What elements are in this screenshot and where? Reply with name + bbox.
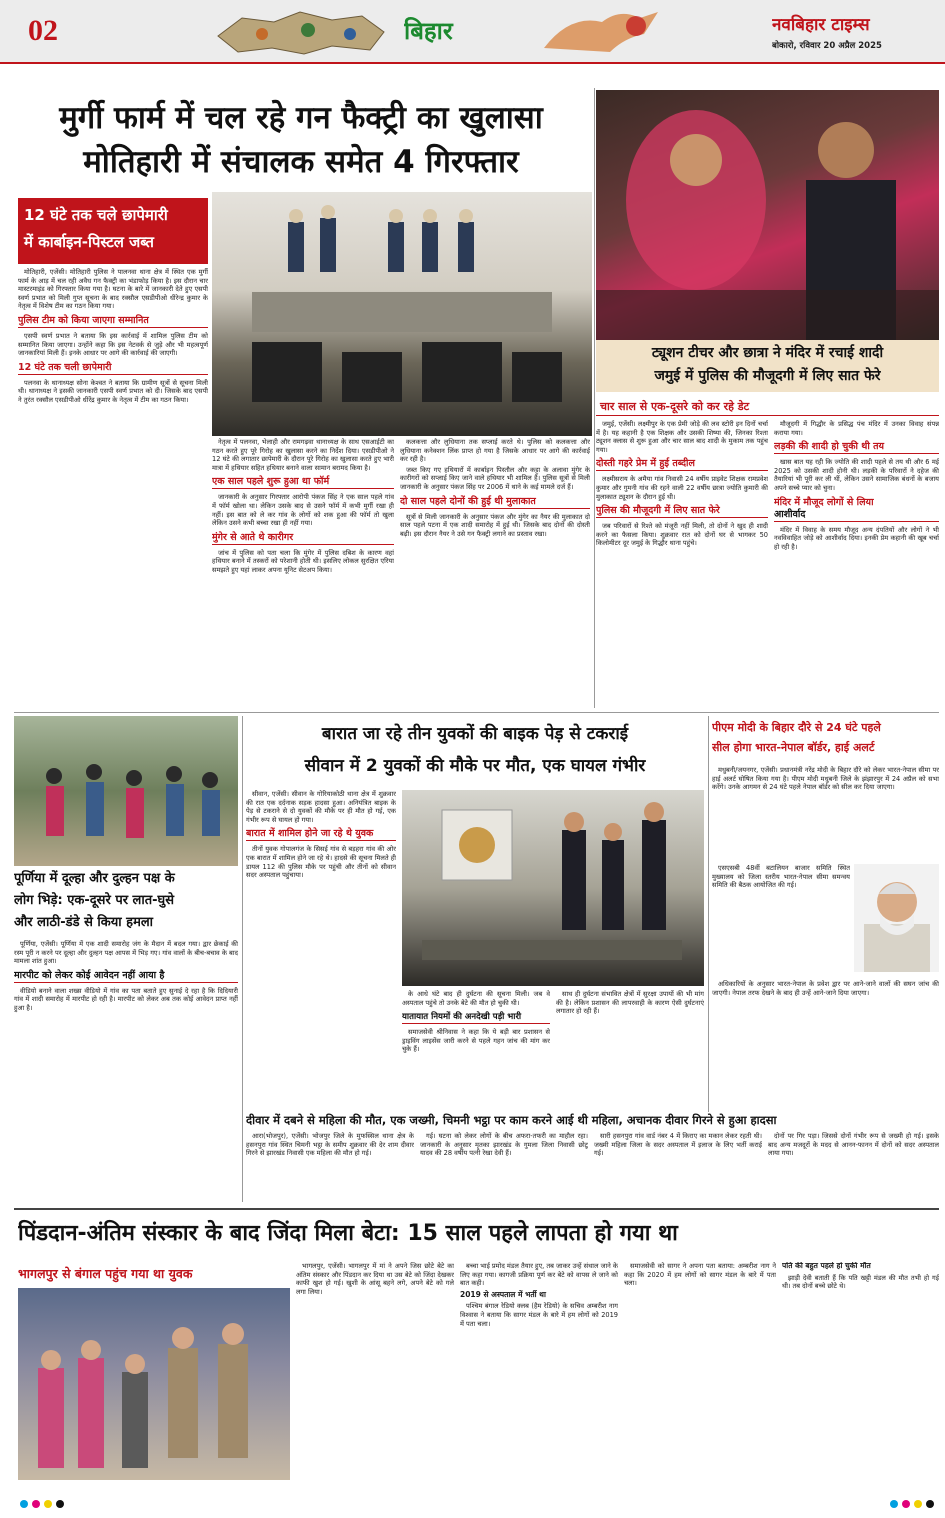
side-headline-line-2: जमुई में पुलिस की मौजूदगी में लिए सात फेरे (654, 368, 881, 384)
lead-kicker-line-1: 12 घंटे तक चले छापेमारी (24, 206, 168, 224)
purnia-headline-line-1: पूर्णिया में दूल्हा और दुल्हन पक्ष के (14, 871, 175, 886)
lead-col1-paragraph-3: पलनवा के थानाध्यक्ष सोना केश्वत ने बताया कि ग्रामीण सूत्रों से सूचना मिली थी। थानाध्यक्ष ने इसकी जानकारी एसपी स्वर्ण प्रभात को दी। जिसके बाद एसपी ने तुरंत रक्सौल एसडीपीओ धीरेंद्र कुमार के नेतृत्व में टीम का गठन किया। (18, 378, 208, 404)
lead-column-1 (18, 268, 208, 708)
siwan-headline-line-1: बारात जा रहे तीन युवकों की बाइक पेड़ से टकराई (321, 724, 629, 744)
side-story-headline (596, 340, 939, 392)
purnia-subhead-1: मारपीट को लेकर कोई आवेदन नहीं आया है (14, 970, 238, 983)
modi-photo (854, 864, 939, 972)
lead-kicker-line-2: में कार्बाइन-पिस्टल जब्त (24, 233, 154, 251)
side-col1-paragraph-1: जमुई, एजेंसी। लक्ष्मीपुर के एक प्रेमी जोड़े की लव स्टोरी इन दिनों चर्चा में है। यह कहानी है एक शिक्षक और उसकी शिष्या की, जिनका रिश्ता ट्यूशन क्लास से शुरू हुआ और चार साल बाद शादी के मुकाम तक पहुंच गया। (596, 420, 768, 454)
pind-paragraph-1: भागलपुर, एजेंसी। भागलपुर में मां ने अपने जिस छोटे बेटे का अंतिम संस्कार और पिंडदान कर दिया था उस बेटे को जिंदा देखकर काफी खुश हो गई। खुशी के आंसू बहने लगे, अपने बेटे को गले लगा लिया। (296, 1262, 454, 1296)
modi-paragraph-2: एसएसबी 48वीं बटालियन बाजार समिति स्थित मुख्यालय को जिला स्तरीय भारत-नेपाल सीमा समन्वय समिति की बैठक आयोजित की गई। (712, 864, 850, 890)
brand-name: नवबिहार टाइम्स (772, 15, 870, 34)
side-story-kicker: चार साल से एक-दूसरे को कर रहे डेट (596, 398, 939, 416)
siwan-column-3 (556, 990, 704, 1106)
lead-col1-subhead-1: पुलिस टीम को किया जाएगा सम्मानित (18, 315, 208, 328)
siwan-paragraph-3: के आधे घंटे बाद ही दुर्घटना की सूचना मिली। जब वे अस्पताल पहुंचे तो उनके बेटे की मौत हो चुकी थी। (402, 990, 550, 1007)
section-title: बिहार (404, 17, 453, 45)
side-col1-subhead-2: पुलिस की मौजूदगी में लिए सात फेरे (596, 505, 768, 518)
pind-column-1 (296, 1262, 454, 1484)
purnia-headline-line-2: लोग भिड़े: एक-दूसरे पर लात-घुसे (14, 893, 174, 908)
modi-body-1 (712, 766, 939, 862)
lead-col3-paragraph-1: कलकत्ता और लुधियाना तक सप्लाई करते थे। पुलिस को कलकत्ता और लुधियाना कनेक्शन लिंक प्राप्त हो गया है जिसके आधार पर आगे की कार्रवाई कर रही है। (400, 438, 590, 464)
wall-paragraph-3: सारी हसनपुरा गांव वार्ड नंबर 4 में किराए का मकान लेकर रहती थी। जख्मी महिला जिला के सदर अस्पताल में इलाज के लिए भर्ती कराई गई। (594, 1132, 762, 1158)
pind-subhead-1: 2019 से अस्पताल में भर्ती था (460, 1289, 546, 1299)
purnia-body (14, 940, 238, 1202)
lead-column-3 (400, 438, 590, 708)
dateline: बोकारो, रविवार 20 अप्रैल 2025 (772, 41, 882, 51)
pind-column-3 (624, 1262, 776, 1484)
side-col2-paragraph-1: मौजूदगी में गिद्धौर के प्रसिद्ध पंच मंदिर में उनका विवाह संपन्न कराया गया। (774, 420, 939, 437)
lead-headline-line-1: मुर्गी फार्म में चल रहे गन फैक्ट्री का खुलासा (59, 100, 543, 136)
page-number: 02 (28, 14, 58, 47)
side-col1-paragraph-2: लक्ष्मीसराय के अमैया गांव निवासी 24 वर्षीय प्राइवेट शिक्षक रामप्रवेश कुमार और गुमनी गांव की रहने वाली 22 वर्षीय छात्रा ज्योति कुमारी की मुलाकात ट्यूशन के दौरान हुई थी। (596, 475, 768, 501)
column-rule (594, 88, 595, 708)
lead-headline-line-2: मोतिहारी में संचालक समेत 4 गिरफ्तार (83, 144, 519, 180)
lead-kicker (18, 198, 208, 264)
lead-col3-paragraph-3: सूत्रों से मिली जानकारी के अनुसार पंकज और मुंगेर का नैयर की मुलाकात दो साल पहले पटना में एक शादी समारोह में हुई थी। जिसके बाद दोनों की दोस्ती बढ़ी। इस दौरान नैयर ने उसे गन फैक्ट्री लगाने का प्रस्ताव रखा। (400, 512, 590, 538)
pind-photo (18, 1288, 290, 1480)
lead-col3-paragraph-2: जब्त किए गए हथियारों में कार्बाइन पिस्तौल और कट्टा के अलावा मुंगेर के कारीगरों को सप्लाई किए जाने वाले हथियार भी शामिल हैं। पुलिस सूत्रों से मिली जानकारी के अनुसार पंकज सिंह पर 2006 में थाने के कई मामले दर्ज हैं। (400, 465, 590, 491)
purnia-photo (14, 716, 238, 866)
purnia-headline (14, 868, 238, 936)
lead-headline (14, 96, 588, 188)
modi-body-3 (712, 980, 939, 1108)
horizontal-rule (14, 1208, 939, 1210)
map-graphic (212, 6, 390, 58)
lead-col1-paragraph-2: एसपी स्वर्ण प्रभात ने बताया कि इस कार्रवाई में शामिल पुलिस टीम को सम्मानित किया जाएगा। उन्होंने कहा कि इस नेटवर्क से जुड़े और भी महत्वपूर्ण जानकारियां मिली हैं। इनके आधार पर आगे की कार्रवाई की जाएगी। (18, 331, 208, 358)
siwan-paragraph-1: सीवान, एजेंसी। सीवान के गोरियाकोठी थाना क्षेत्र में शुक्रवार की रात एक दर्दनाक सड़क हादसा हुआ। अनियंत्रित बाइक के पेड़ से टकराने से दो युवकों की मौके पर ही मौत हो गई, एक गंभीर रूप से घायल हो गया। (246, 790, 396, 824)
side-col1-paragraph-3: जब परिवारों से रिश्ते को मंजूरी नहीं मिली, तो दोनों ने खुद ही शादी करने का फैसला किया। शुक्रवार रात को दोनों घर से भागकर 50 किलोमीटर दूर जमुई के गिद्धौर थाना पहुंचे। (596, 522, 768, 548)
purnia-paragraph-2: वीडियो बनाने वाला शख्स वीडियो में गांव का पता बताते हुए सुनाई दे रहा है कि दिदियारी गांव में शादी समारोह में मारपीट हो रही है। मारपीट को लेकर अब तक कोई आवेदन प्राप्त नहीं हुआ है। (14, 986, 238, 1012)
modi-paragraph-1: मधुबनी/जयनगर, एजेंसी। प्रधानमंत्री नरेंद्र मोदी के बिहार दौरे को लेकर भारत-नेपाल सीमा पर हाई अलर्ट घोषित किया गया है। पीएम मोदी मधुबनी जिले के झंझारपुर में 24 अप्रैल को सभा करेंगे। उनके आगमन से 24 घंटे पहले नेपाल बॉर्डर को सील कर दिया जाएगा। (712, 766, 939, 792)
pind-paragraph-3: पश्चिम बंगाल रेडियो क्लब (हैम रेडियो) के सचिव अम्बरीश नाग विश्वास ने बताया कि सागर मंडल के बारे में हम लोगों को 2019 में पता चला। (460, 1302, 618, 1328)
wall-paragraph-4: दोनों पर गिर पड़ा। जिससे दोनों गंभीर रूप से जख्मी हो गई। इसके बाद अन्य मजदूरों के मदद से आनन-फानन में दोनों को सदर अस्पताल लाया गया। (768, 1132, 939, 1158)
wall-column-3 (594, 1132, 762, 1204)
lead-col2-paragraph-1: नेतृत्व में पलनवा, भेलाही और रामगढ़वा थानाध्यक्ष के साथ एसआईटी का गठन करते हुए पूरे गिरोह का खुलासा करने का निर्देश दिया। एसडीपीओ ने 12 घंटे की लगातार छापेमारी के दौरान पूरे गिरोह का खुलासा करते हुए भारी मात्रा में हथियार सहित हथियार बनाने वाला सामान बरामद किया है। (212, 438, 394, 472)
siwan-column-1 (246, 790, 396, 1106)
horizontal-rule (14, 712, 939, 713)
lead-col2-subhead-1: एक साल पहले शुरू हुआ था फॉर्म (212, 476, 394, 489)
modi-headline-line-1: पीएम मोदी के बिहार दौरे से 24 घंटे पहले (712, 721, 881, 734)
wall-headline: दीवार में दबने से महिला की मौत, एक जख्मी, चिमनी भट्ठा पर काम करने आई थी महिला, अचानक दीवार गिरने से हुआ हादसा (246, 1113, 777, 1127)
siwan-column-2 (402, 990, 550, 1106)
siwan-subhead-1: बारात में शामिल होने जा रहे थे युवक (246, 828, 396, 841)
lead-col2-paragraph-3: जांच में पुलिस को पता चला कि मुंगेर में पुलिस दबिश के कारण वहां हथियार बनाने में तस्करों को परेशानी होती थी। इसलिए लोकल सुरक्षित एरिया समझते हुए यहां लाकर अपना यूनिट सेटअप किया। (212, 548, 394, 574)
side-headline-line-1: ट्यूशन टीचर और छात्रा ने मंदिर में रचाई शादी (651, 345, 884, 361)
pind-column-2 (460, 1262, 618, 1484)
side-col2-subhead-2b: आशीर्वाद (774, 509, 939, 522)
lead-col3-subhead-1: दो साल पहले दोनों की हुई थी मुलाकात (400, 496, 590, 509)
side-col2-subhead-1: लड़की की शादी हो चुकी थी तय (774, 441, 939, 454)
siwan-subhead-2: यातायात नियमों की अनदेखी पड़ी भारी (402, 1011, 550, 1024)
modi-body-2 (712, 864, 850, 976)
side-column-2 (774, 420, 939, 710)
masthead-figure (540, 4, 662, 60)
registration-marks (14, 1496, 939, 1510)
wall-paragraph-1: आरा(भोजपुर), एजेंसी। भोजपुर जिले के मुफस्सिल थाना क्षेत्र के हसनपुरा गांव स्थित चिमनी भट्ठा के समीप शुक्रवार की देर शाम दीवार गिरने से झारखंड निवासी एक महिला की मौत हो गई। (246, 1132, 414, 1158)
pind-column-4 (782, 1262, 939, 1484)
side-col2-subhead-2: मंदिर में मौजूद लोगों से लिया (774, 496, 874, 508)
pind-paragraph-4: समाजसेवी को सागर ने अपना पता बताया: अम्बरीश नाग ने कहा कि 2020 में हम लोगों को सागर मंडल के बारे में पता चला। (624, 1262, 776, 1288)
modi-headline (712, 718, 939, 762)
column-rule (708, 716, 709, 1112)
pind-paragraph-5: झाड़ी देवी बताती हैं कि पति खट्टी मंडल की मौत तभी हो गई थी। तब दोनों बच्चे छोटे थे। (782, 1273, 939, 1291)
wall-paragraph-2: गई। घटना को लेकर लोगों के बीच अफरा-तफरी का माहौल रहा। जानकारी के अनुसार मृतका झारखंड के गुमला जिला निवासी छोटू यादव की 28 वर्षीय पत्नी रेखा देवी हैं। (420, 1132, 588, 1158)
lead-column-2 (212, 438, 394, 708)
wall-column-4 (768, 1132, 939, 1204)
masthead (0, 0, 945, 64)
lead-col1-subhead-2: 12 घंटे तक चली छापेमारी (18, 362, 208, 375)
pind-headline: पिंडदान-अंतिम संस्कार के बाद जिंदा मिला बेटा: 15 साल पहले लापता हो गया था (18, 1221, 678, 1246)
wall-column-1 (246, 1132, 414, 1204)
pind-paragraph-2: बच्चा भाई प्रमोद मंडल तैयार हुए, तब जाकर उन्हें संथाल जाने के लिए कहा गया। कागजी प्रक्रिया पूर्ण कर बेटे को वापस ले जाने को बात कही। (460, 1262, 618, 1288)
siwan-paragraph-5: साथ ही दुर्घटना संभावित क्षेत्रों में सुरक्षा उपायों की भी मांग की है। लेकिन प्रशासन की लापरवाही के कारण ऐसी दुर्घटनाएं लगातार हो रही हैं। (556, 990, 704, 1016)
siwan-paragraph-2: तीनों युवक गोपालगंज के सिसई गांव से बड़हरा गांव की ओर एक बारात में शामिल होने जा रहे थे। हादसे की सूचना मिलते ही डायल 112 की पुलिस मौके पर पहुंची और तीनों को सीवान सदर अस्पताल पहुंचाया। (246, 845, 396, 880)
pind-subhead-2: पति की बहुत पहले हो चुकी मौत (782, 1262, 871, 1270)
side-column-1 (596, 420, 768, 710)
lead-col1-paragraph-1: मोतिहारी, एजेंसी। मोतिहारी पुलिस ने पालनवा थाना क्षेत्र में स्थित एक मुर्गी फार्म के आड़ में चल रही अवैध गन फैक्ट्री का भंडाफोड़ किया है। इस दौरान चार मास्टरमाइंड को गिरफ्तार किया गया है। घटना के बारे में जानकारी देते हुए एसपी स्वर्ण प्रभात को मिली गुप्त सूचना के बाद रक्सौल एसडीपीओ धीरेन्द्र कुमार के नेतृत्व में विशेष टीम का गठन किया गया। (18, 268, 208, 311)
wall-column-2 (420, 1132, 588, 1204)
side-story-photo (596, 90, 939, 340)
pind-kicker: भागलपुर से बंगाल पहुंच गया था युवक (18, 1266, 193, 1281)
column-rule (242, 716, 243, 1202)
siwan-photo (402, 790, 704, 986)
modi-headline-line-2: सील होगा भारत-नेपाल बॉर्डर, हाई अलर्ट (712, 741, 875, 754)
lead-col2-paragraph-2: जानकारी के अनुसार गिरफ्तार आरोपी पंकज सिंह ने एक साल पहले गांव में फॉर्म खोला था। लेकिन उसके बाद से उसने फॉर्म में कभी मुर्गी रखा ही नहीं। इस बात को ले कर गांव के लोगों को शक हुआ की फॉर्म तो खुला लेकिन उसने कभी बच्चा रखा ही नहीं गया। (212, 493, 394, 528)
side-col1-subhead-1: दोस्ती गहरे प्रेम में हुई तब्दील (596, 458, 768, 471)
siwan-headline-line-2: सीवान में 2 युवकों की मौके पर मौत, एक घायल गंभीर (304, 756, 646, 776)
side-col2-paragraph-2: खास बात यह रही कि ज्योति की शादी पहले से तय थी और 6 मई 2025 को उसकी शादी होनी थी। लड़की के परिवारों ने दहेज की तैयारियां भी पूरी कर ली थीं, लेकिन उसने सामाजिक बंधनों के बजाय अपने सच्चे प्यार को चुना। (774, 458, 939, 492)
side-col2-paragraph-3: मंदिर में विवाह के समय मौजूद अन्य दंपतियों और लोगों ने भी नवविवाहित जोड़े को आशीर्वाद दिया। इनकी प्रेम कहानी की खूब चर्चा हो रही है। (774, 525, 939, 551)
siwan-paragraph-4: समाजसेवी श्रीनिवास ने कहा कि ये बड़ी बार प्रशासन से ड्राइविंग लाइसेंस जारी करने से पहले गहन जांच की मांग कर चुके हैं। (402, 1028, 550, 1054)
modi-paragraph-3: अधिकारियों के अनुसार भारत-नेपाल के प्रवेश द्वार पर आने-जाने वालों की सघन जांच की जाएगी। नेपाल तरफ देखने के बाद ही उन्हें आने-जाने दिया जाएगा। (712, 980, 939, 997)
lead-col2-subhead-2: मुंगेर से आते थे कारीगर (212, 532, 394, 545)
lead-photo (212, 192, 592, 436)
purnia-paragraph-1: पूर्णिया, एजेंसी। पूर्णिया में एक शादी समारोह जंग के मैदान में बदल गया। द्वार छेकाई की रस्म पूरी न करने पर दूल्हा और दुल्हन पक्ष आपस में भिड़ गए। गांव वालों के बीच-बचाव के बाद मामला शांत हुआ। (14, 940, 238, 966)
purnia-headline-line-3: और लाठी-डंडे से किया हमला (14, 915, 154, 930)
siwan-headline (246, 718, 704, 784)
